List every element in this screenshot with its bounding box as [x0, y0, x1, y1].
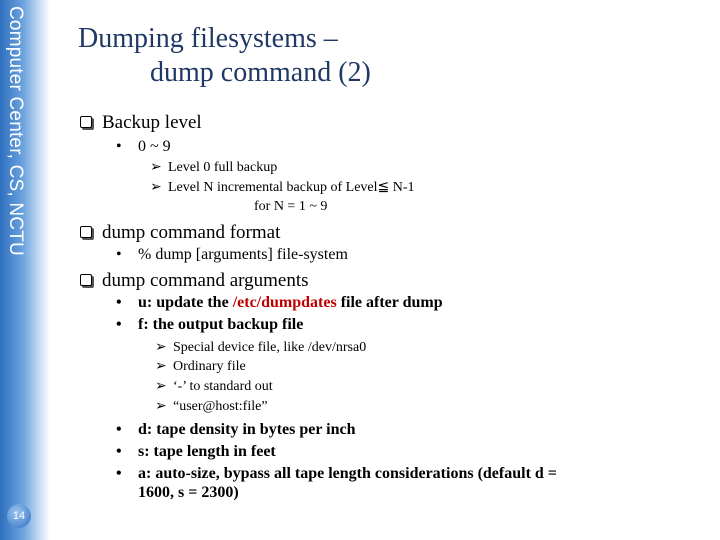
- round-bullet-icon: •: [116, 138, 122, 155]
- arrowhead-bullet-icon: ➢: [155, 399, 167, 414]
- title-line-1: Dumping filesystems –: [78, 23, 338, 54]
- section-format: [80, 222, 280, 244]
- square-bullet-icon: [80, 274, 92, 286]
- round-bullet-icon: •: [116, 465, 122, 482]
- section-heading: dump command arguments: [102, 270, 309, 291]
- arrowhead-bullet-icon: ➢: [155, 379, 167, 394]
- dumpdates-path: /etc/dumpdates: [232, 294, 337, 311]
- round-bullet-icon: •: [116, 443, 122, 460]
- list-item: • % dump [arguments] file-system: [116, 246, 348, 263]
- list-item: ➢ ‘-’ to standard out: [155, 379, 273, 394]
- section-arguments: [80, 270, 309, 292]
- list-item: • s: tape length in feet: [116, 443, 276, 460]
- round-bullet-icon: •: [116, 316, 122, 333]
- list-item-continuation: 1600, s = 2300): [138, 484, 239, 501]
- section-backup-level: [80, 112, 202, 134]
- square-bullet-icon: [80, 226, 92, 238]
- page-number-badge: 14: [7, 504, 31, 528]
- square-bullet-icon: [80, 116, 92, 128]
- round-bullet-icon: •: [116, 246, 122, 263]
- sidebar-label: Computer Center, CS, NCTU: [5, 6, 26, 256]
- arrowhead-bullet-icon: ➢: [150, 160, 162, 175]
- list-item: • a: auto-size, bypass all tape length considerations (default d =: [116, 465, 557, 482]
- section-heading: dump command format: [102, 222, 281, 243]
- list-item: ➢ Special device file, like /dev/nrsa0: [155, 340, 367, 355]
- list-item: • 0 ~ 9: [116, 138, 171, 155]
- list-item: ➢ Ordinary file: [155, 359, 246, 374]
- title-line-2: dump command (2): [150, 57, 371, 88]
- list-item: • f: the output backup file: [116, 316, 304, 333]
- list-item: ➢ Level 0 full backup: [150, 160, 278, 175]
- slide-title: [78, 22, 371, 90]
- section-heading: Backup level: [102, 112, 202, 133]
- round-bullet-icon: •: [116, 421, 122, 438]
- list-item: ➢ “user@host:file”: [155, 399, 268, 414]
- list-item: ➢ Level N incremental backup of Level≦ N-1: [150, 180, 415, 195]
- round-bullet-icon: •: [116, 294, 122, 311]
- arrowhead-bullet-icon: ➢: [155, 359, 167, 374]
- arrowhead-bullet-icon: ➢: [150, 180, 162, 195]
- arrowhead-bullet-icon: ➢: [155, 340, 167, 355]
- list-item-continuation: for N = 1 ~ 9: [254, 199, 328, 214]
- list-item: • d: tape density in bytes per inch: [116, 421, 356, 438]
- list-item: • u: update the /etc/dumpdates file after dump: [116, 294, 443, 311]
- sidebar: [0, 0, 50, 540]
